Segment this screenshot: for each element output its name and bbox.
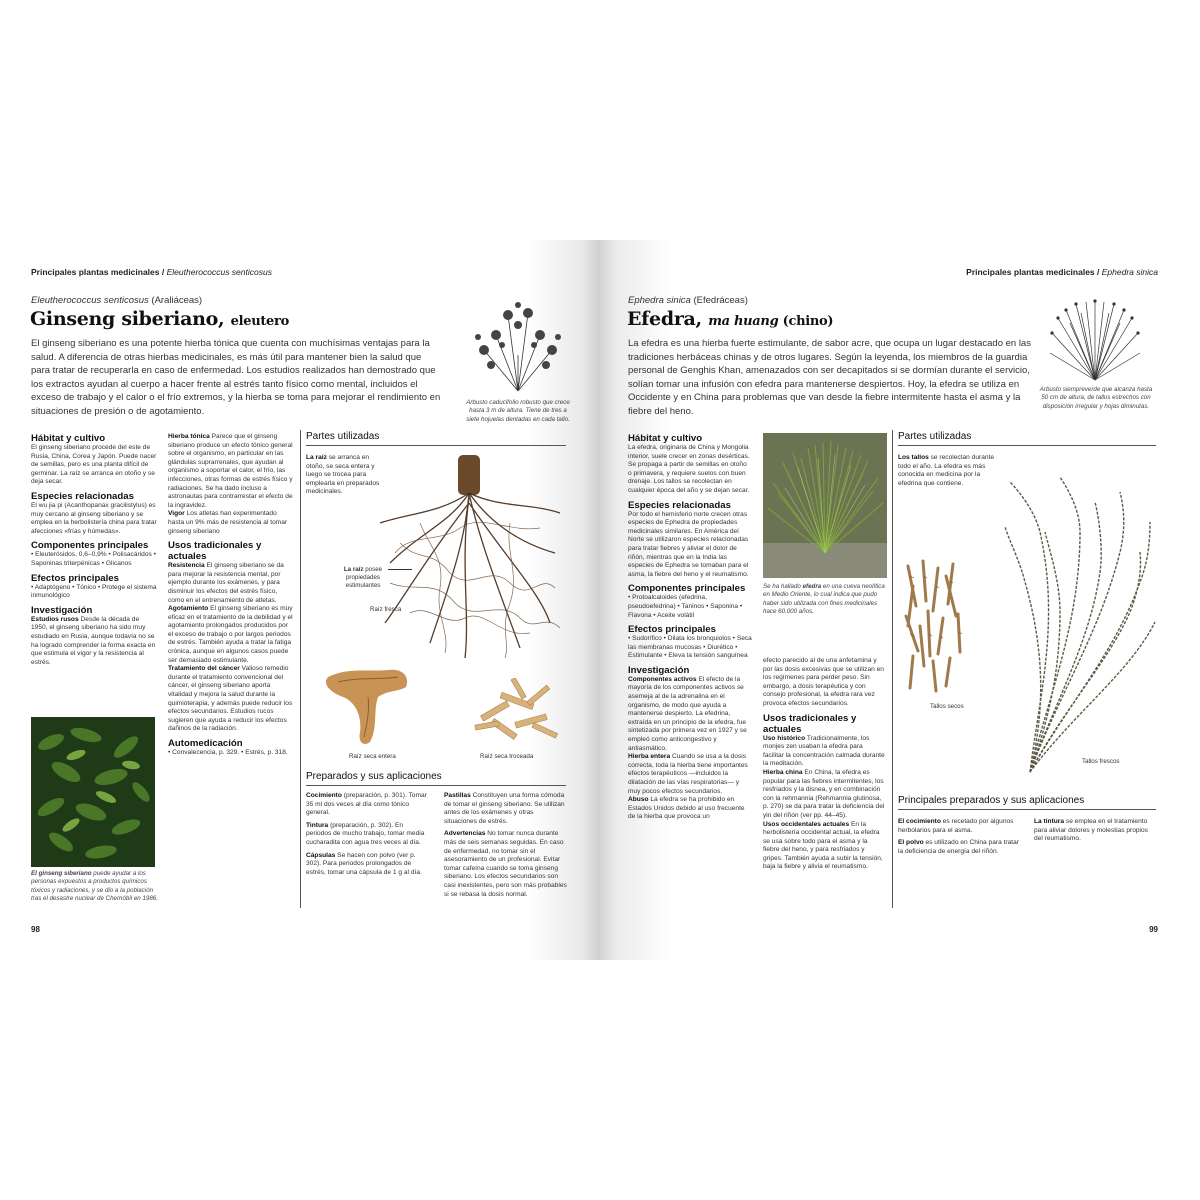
preps-title: Principales preparados y sus aplicaciones (898, 795, 1085, 806)
preps-title: Preparados y sus aplicaciones (306, 771, 442, 782)
species-heading: Especies relacionadas (31, 490, 134, 502)
uses-heading: Usos tradicionales y actuales (763, 712, 857, 735)
dry-chopped-root-label: Raíz seca troceada (480, 753, 534, 760)
preps-col-2 (1034, 818, 1158, 844)
tonic-text: Hierba tónica Parece que el ginseng siberiano produce un efecto tónico general sobre el organismo, en particular en las glándulas suprarrenales, que ayudan al organismo a soportar el calor, el frío, las infecciones, otras formas de estrés físico y radiaciones. Se ha dado incluso a astronautas para contrarrestar el efecto de la ingravidez. (168, 433, 293, 509)
historical-use-text: Uso histórico Tradicionalmente, los monjes zen usaban la efedra para facilitar la concentración calmada durante la meditación. (763, 734, 885, 768)
running-header: Principales plantas medicinales / Ephedra sinica (966, 267, 1158, 277)
intro-paragraph: La efedra es una hierba fuerte estimulante, de sabor acre, que ocupa un lugar destacado en las tradiciones herbáceas chinas y de otros lugares. Según la leyenda, los miembros de la guardia personal de Genghis Khan, amenazados con ser decapitados si se dormían durante el servicio, solían tomar una infusión con efedra para mantenerse despiertos. Hoy, la efedra se utiliza en Occidente y en China para problemas que van desde la fiebre intermitente hasta el asma y la fiebre del heno. (628, 338, 1031, 417)
components-text: • Eleuterósidos, 0,6–0,9% • Polisacáridos • Saponinas triterpénicas • Glicanos (31, 551, 156, 567)
fresh-stems-image (1000, 472, 1160, 782)
vigor-text: Vigor Los atletas han experimentado hasta un 9% más de resistencia al tomar ginseng siberiano (168, 510, 288, 535)
tablets-text: Pastillas Constituyen una forma cómoda de tomar el ginseng siberiano. Se utilizan antes de los exámenes y otras situaciones de estrés. (444, 792, 565, 825)
research-heading: Investigación (628, 664, 690, 676)
effects-text: • Adaptógeno • Tónico • Protege el sistema inmunológico (31, 583, 157, 600)
whole-herb-text: Hierba entera Cuando se usa a la dosis correcta, toda la hierba tiene importantes efectos terapéuticos —incluidos la dilatación de las vías respiratorias— y muy pocos efectos secundarios. (628, 753, 748, 795)
research-text: Estudios rusos Desde la década de 1950, el ginseng siberiano ha sido muy estudiado en Rusia, aunque todavía no se ha logrado comprender la forma exacta en que estimula el vigor y la resistencia al estrés. (31, 615, 156, 666)
column-1 (628, 433, 752, 822)
decoction-text: El cocimiento es recetado por algunos herbolarios para el asma. (898, 818, 1014, 834)
decoction-text: Cocimiento (preparación, p. 301). Tomar 35 ml dos veces al día como tónico general. (306, 792, 427, 817)
column-divider (892, 430, 893, 908)
left-page (0, 240, 600, 960)
parts-rule (306, 445, 566, 446)
scientific-name: Ephedra sinica (Efedráceas) (628, 295, 748, 306)
powder-text: El polvo es utilizado en China para tratar la deficiencia de energía del riñón. (898, 839, 1019, 855)
cancer-text: Tratamiento del cáncer Valioso remedio durante el tratamiento convencional del cáncer, el ginseng siberiano aporta vitalidad y mejora la salud durante la quimioterapia, y además puede reducir los efectos secundarios. Estudios rucos sugieren que ayuda a reducir los efectos dañinos de la radiación. (168, 665, 293, 733)
selfmed-text: • Convalecencia, p. 329. • Estrés, p. 318. (168, 749, 288, 756)
habitat-text: El ginseng siberiano procede del este de Rusia, China, Corea y Japón. Puede nacer de semillas, pero es una planta difícil de germinar. La raíz se arranca en otoño y se deja secar. (31, 444, 157, 486)
habitat-heading: Hábitat y cultivo (628, 433, 703, 444)
dry-whole-root-label: Raíz seca entera (349, 753, 396, 760)
uses-heading: Usos tradicionales y actuales (168, 540, 262, 563)
illustration-caption: Arbusto caducifolio robusto que crece hasta 3 m de altura. Tiene de tres a siete hojuelas dentadas en cada tallo. (466, 399, 570, 423)
photo-caption: El ginseng siberiano puede ayudar a los personas expuestos a productos químicos tóxicos y radiaciones, y se dio a la población tras el desastre nuclear de Chernóbil en 1986. (31, 870, 158, 903)
components-text: • Protoalcaloides (efedrina, pseudoefedrina) • Taninos • Saponina • Flavona • Aceite volátil (628, 594, 743, 619)
column-2 (763, 657, 885, 872)
dry-stems-label: Tallos secos (930, 703, 964, 710)
ephedra-illustration (1048, 298, 1142, 382)
preps-col-1 (898, 818, 1020, 856)
shrub-illustration (466, 295, 570, 395)
ginseng-photo (31, 717, 155, 867)
dry-chopped-root-image (470, 678, 565, 748)
warnings-text: Advertencias No tomar nunca durante más de seis semanas seguidas. En caso de enfermedad, no tomar sin el asesoramiento de un profesional. Evitar tomar cafeína cuando se toma ginseng siberiano. Los efectos secundarios son casi inexistentes, pero son más probables si se rebasa la dosis normal. (444, 830, 567, 898)
resistance-text: Resistencia El ginseng siberiano se da para mejorar la resistencia mental, por ejemplo durante los exámenes, y para disminuir los efectos del estrés físico, como en el entrenamiento de atletas. (168, 562, 284, 604)
species-text: El wu jia pi (Acanthopanax gracilistylus) es muy cercano al ginseng siberiano y se emplea en la herbolistería china para tratar afecciones «frías y húmedas». (31, 501, 157, 535)
root-note: La raíz se arranca en otoño, se seca entera y luego se trocea para emplearla en preparados medicinales. (306, 454, 380, 496)
habitat-heading: Hábitat y cultivo (31, 433, 106, 444)
root-pointer-label: La raíz posee propiedades estimulantes (343, 566, 383, 589)
effects-heading: Efectos principales (31, 572, 119, 584)
column-2 (168, 433, 294, 758)
components-heading: Componentes principales (628, 583, 746, 595)
chinese-herb-text: Hierba china En China, la efedra es popular para las fiebres intermitentes, los resfriados y la disnea, y en combinación con la rehmannia (Rehmannia glutinosa, p. 270) se da para tratar la deficiencia del yin del riñón (ver pp. 44–45). (763, 768, 885, 819)
pointer-line (388, 569, 412, 570)
column-1 (31, 433, 157, 667)
species-text: Por todo el hemisferio norte crecen otras especies de Ephedra de propiedades medicinales similares. En América del Norte se utilizaron especies relacionadas para tratar fiebres y aliviar el dolor de riñón, mientras que en la India las especies de Ephedra se tomaban para el asma, la fiebre del heno y el reumatismo. (628, 510, 749, 578)
ephedra-photo (763, 433, 887, 578)
page-title: Efedra, ma huang (chino) (627, 308, 834, 330)
page-number: 99 (1149, 925, 1158, 934)
preps-rule (898, 809, 1156, 810)
intro-paragraph: El ginseng siberiano es una potente hierba tónica que cuenta con muchísimas ventajas para la salud. A diferencia de otras hierbas medicinales, es más útil para mantener bien la salud que para tratar de recuperarla en caso de enfermedad. Los estudios realizados han demostrado que los extractos ayudan al cuerpo a hacer frente al estrés tanto físico como mental, incluidos el exceso de trabajo y el calor o el frío extremos, y la hierba se toma para mejorar el rendimiento en situaciones de presión o de agotamiento. (31, 338, 441, 417)
research-heading: Investigación (31, 604, 93, 616)
stems-note: Los tallos se recolectan durante todo el año. La efedra es más conocida en medicina por la efedrina que contiene. (898, 454, 995, 487)
preps-rule (306, 785, 566, 786)
preps-col-2 (444, 792, 568, 899)
species-heading: Especies relacionadas (628, 499, 731, 511)
tincture-text: Tintura (preparación, p. 302). En periodos de mucho trabajo, tomar media cucharadita con agua tres veces al día. (306, 821, 425, 846)
dry-whole-root-image (318, 662, 413, 750)
dry-stems-image (898, 556, 970, 696)
components-heading: Componentes principales (31, 540, 149, 552)
preps-col-1 (306, 792, 428, 877)
exhaustion-text: Agotamiento El ginseng siberiano es muy eficaz en el tratamiento de la debilidad y el agotamiento prolongados producidos por el exceso de trabajo o por largos periodos de estrés. También ayuda a tratar la fatiga crónica, aunque en algunos casos puede ser demasiado estimulante. (168, 605, 293, 664)
fresh-root-image (370, 453, 565, 663)
abuse-continued-text: efecto parecido al de una anfetamina y por las dosis excesivas que se utilizan en los regímenes para perder peso. Sin embargo, a dosis terapéutica y con consejo profesional, la efedra rara vez provoca efectos secundarios. (763, 657, 884, 707)
active-text: Componentes activos El efecto de la mayoría de los componentes activos se asemeja al de la adrenalina en el organismo, de modo que ayuda a mantenerse despierto. La efedrina, extraída en un principio de la efedra, fue sintetizada por primera vez en 1927 y se empleó como anticongestivo y antiasmático. (628, 675, 747, 752)
abuse-text: Abuso La efedra se ha prohibido en Estados Unidos debido al uso frecuente de la hierba que provoca un (628, 796, 745, 821)
selfmed-heading: Automedicación (168, 738, 243, 749)
tincture-text: La tintura se emplea en el tratamiento para aliviar dolores y molestias propios del reumatismo. (1034, 818, 1148, 843)
effects-heading: Efectos principales (628, 624, 716, 636)
illustration-caption: Arbusto siempreverde que alcanza hasta 50 cm de altura, de tallos estrechos con disposición irregular y hojas diminutas. (1039, 386, 1153, 410)
fresh-root-label: Raíz fresca (370, 606, 402, 613)
page-title: Ginseng siberiano, eleutero (30, 308, 289, 330)
parts-title: Partes utilizadas (898, 431, 972, 442)
scientific-name: Eleutherococcus senticosus (Araliáceas) (31, 295, 203, 306)
fresh-stems-label: Tallos frescos (1082, 758, 1120, 765)
column-divider (300, 430, 301, 908)
habitat-text: La efedra, originaria de China y Mongolia interior, suele crecer en zonas desérticas. Se propaga a partir de semillas en otoño o primavera, y requiere suelos con buen drenaje. Los tallos se recolectan en cualquier época del año y se dejan secar. (628, 444, 750, 494)
parts-title: Partes utilizadas (306, 431, 380, 442)
western-uses-text: Usos occidentales actuales En la herbolistería occidental actual, la efedra se usa sobre todo para el asma y la fiebre del heno, y para resfriados y gripes. También ayuda a subir la tensión, baja la fiebre y alivia el reumatismo. (763, 820, 883, 871)
effects-text: • Sudorífico • Dilata los bronquiolos • Seca las membranas mucosas • Diurético • Estimulante • Eleva la tensión sanguínea (628, 635, 752, 660)
capsules-text: Cápsulas Se hacen con polvo (ver p. 302). Para periodos prolongados de estrés, tomar una cápsula de 1 g al día. (306, 851, 422, 876)
page-number: 98 (31, 925, 40, 934)
parts-rule (898, 445, 1156, 446)
running-header: Principales plantas medicinales / Eleutherococcus senticosus (31, 267, 272, 277)
photo-caption: Se ha hallado efedra en una cueva neolítica en Medio Oriente, lo cual indica que pudo haber sido utilizada con fines medicinales hace 60.000 años. (763, 583, 885, 616)
right-page (600, 240, 1200, 960)
